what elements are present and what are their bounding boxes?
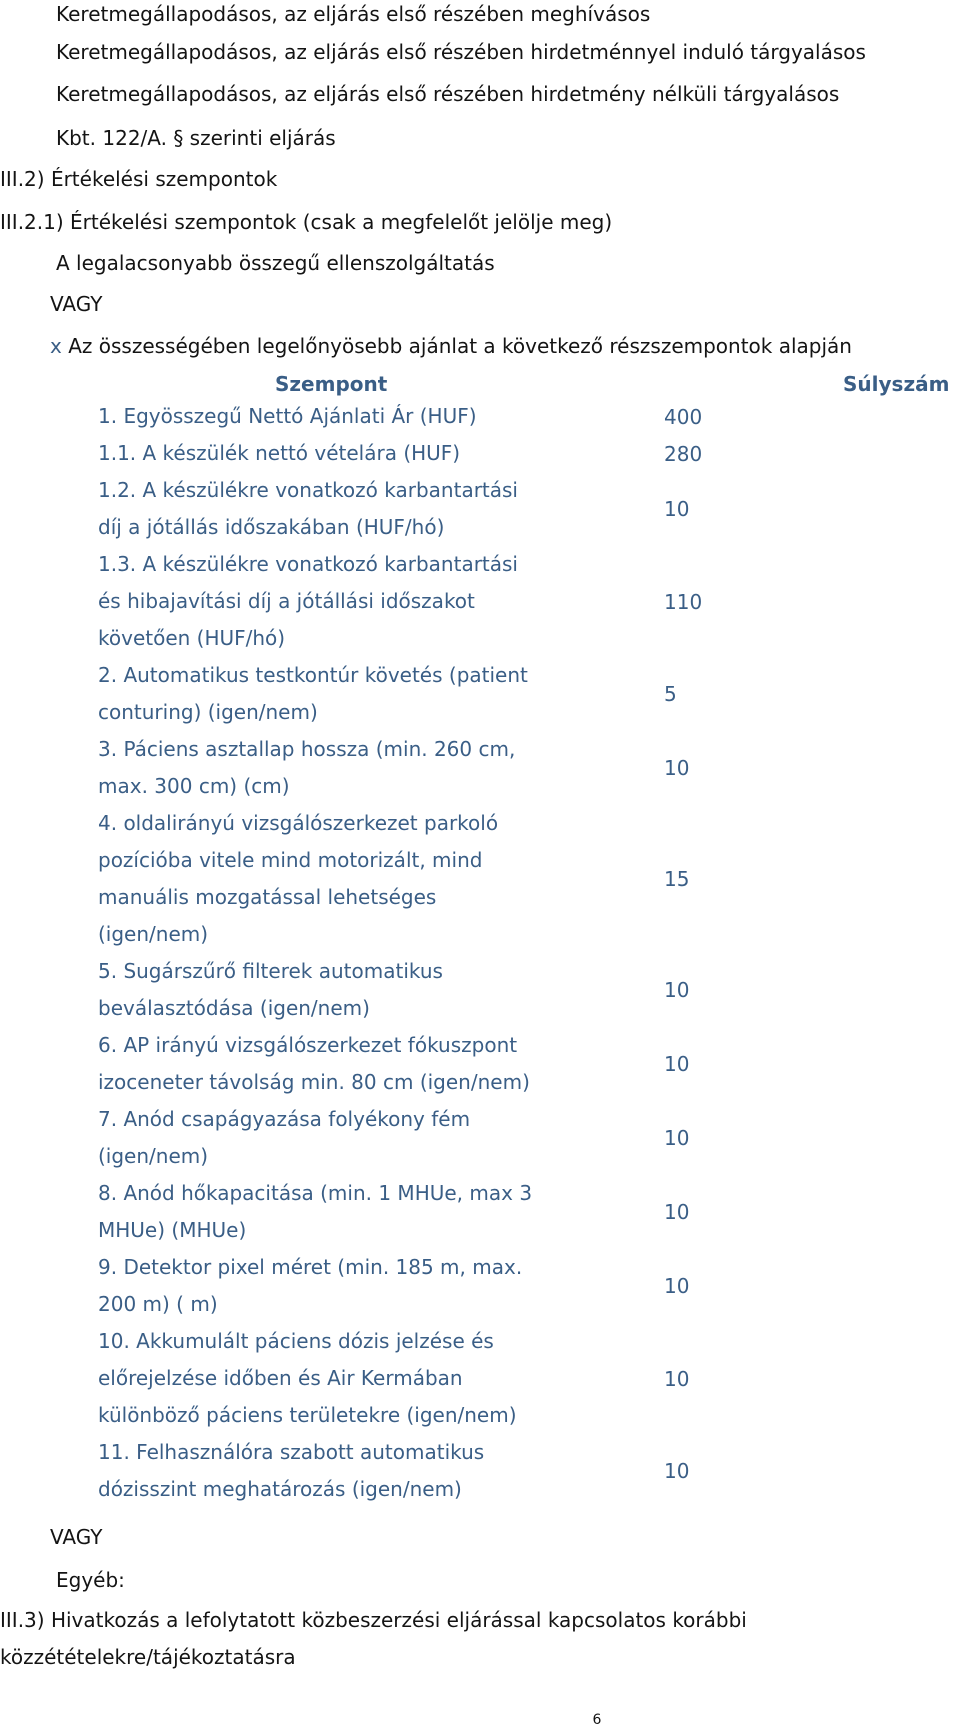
criterion-weight: 10 xyxy=(664,1366,690,1391)
criterion-line: 9. Detektor pixel méret (min. 185 m, max. xyxy=(98,1255,523,1279)
criterion-line: 1.3. A készülékre vonatkozó karbantartási xyxy=(98,552,518,576)
option-lowest-price: A legalacsonyabb összegű ellenszolgáltatás xyxy=(56,251,495,275)
weight-header: Súlyszám xyxy=(843,372,950,396)
criterion-weight: 10 xyxy=(664,1200,690,1224)
section-iii3-heading: III.3) Hivatkozás a lefolytatott közbeszerzési eljárással kapcsolatos korábbi xyxy=(0,1608,747,1632)
criterion-line: különböző páciens területekre (igen/nem) xyxy=(98,1403,517,1427)
criterion-line: conturing) (igen/nem) xyxy=(98,700,318,724)
criterion-weight: 5 xyxy=(664,682,677,706)
criterion-line: 1. Egyösszegű Nettó Ajánlati Ár (HUF) xyxy=(98,404,477,428)
procedure-type-2: Keretmegállapodásos, az eljárás első részében hirdetménnyel induló tárgyalásos xyxy=(56,40,866,64)
or-label-1: VAGY xyxy=(50,292,103,316)
section-iii21-heading: III.2.1) Értékelési szempontok (csak a megfelelőt jelölje meg) xyxy=(0,210,613,234)
criterion-line: 2. Automatikus testkontúr követés (patient xyxy=(98,663,528,687)
criterion-weight: 15 xyxy=(664,867,690,891)
option-best-value-label: Az összességében legelőnyösebb ajánlat a következő részszempontok alapján xyxy=(68,334,852,358)
criterion-line: dózisszint meghatározás (igen/nem) xyxy=(98,1477,462,1501)
criterion-weight: 110 xyxy=(664,589,703,614)
criterion-weight: 280 xyxy=(664,441,703,466)
criterion-line: 6. AP irányú vizsgálószerkezet fókuszpont xyxy=(98,1033,518,1057)
procedure-type-3: Keretmegállapodásos, az eljárás első részében hirdetmény nélküli tárgyalásos xyxy=(56,82,840,106)
section-iii2-heading: III.2) Értékelési szempontok xyxy=(0,167,278,191)
other-option: Egyéb: xyxy=(56,1568,125,1592)
criterion-line: izoceneter távolság min. 80 cm (igen/nem) xyxy=(98,1070,530,1094)
criterion-line: max. 300 cm) (cm) xyxy=(98,774,290,798)
criterion-line: 1.1. A készülék nettó vételára (HUF) xyxy=(98,441,461,465)
criterion-weight: 10 xyxy=(664,1052,690,1076)
criterion-weight: 10 xyxy=(664,1459,690,1483)
criterion-weight: 10 xyxy=(664,497,690,521)
criterion-line: 8. Anód hőkapacitása (min. 1 MHUe, max 3 xyxy=(98,1181,533,1205)
criterion-line: és hibajavítási díj a jótállási időszakot xyxy=(98,589,475,613)
criterion-line: MHUe) (MHUe) xyxy=(98,1218,247,1242)
criterion-weight: 10 xyxy=(664,1274,690,1298)
criterion-line: manuális mozgatással lehetséges xyxy=(98,885,437,909)
criterion-line: követően (HUF/hó) xyxy=(98,626,286,650)
criterion-weight: 10 xyxy=(664,978,690,1002)
section-iii3-heading-cont: közzétételekre/tájékoztatásra xyxy=(0,1645,296,1669)
criterion-line: 4. oldalirányú vizsgálószerkezet parkoló xyxy=(98,811,499,835)
page-number: 6 xyxy=(592,1712,602,1728)
criterion-line: 1.2. A készülékre vonatkozó karbantartási xyxy=(98,478,518,502)
criterion-line: 3. Páciens asztallap hossza (min. 260 cm, xyxy=(98,737,516,761)
criterion-line: beválasztódása (igen/nem) xyxy=(98,996,370,1020)
criterion-line: 11. Felhasználóra szabott automatikus xyxy=(98,1440,485,1464)
or-label-2: VAGY xyxy=(50,1525,103,1549)
criterion-line: 7. Anód csapágyazása folyékony fém xyxy=(98,1107,471,1131)
criterion-line: (igen/nem) xyxy=(98,1144,209,1168)
criterion-line: 5. Sugárszűrő filterek automatikus xyxy=(98,959,443,983)
criterion-weight: 400 xyxy=(664,404,703,429)
criterion-weight: 10 xyxy=(664,1126,690,1150)
procedure-type-4: Kbt. 122/A. § szerinti eljárás xyxy=(56,126,336,150)
criterion-line: 10. Akkumulált páciens dózis jelzése és xyxy=(98,1329,494,1353)
selected-mark: x xyxy=(50,334,62,358)
criterion-line: előrejelzése időben és Air Kermában xyxy=(98,1366,463,1390)
criterion-line: (igen/nem) xyxy=(98,922,209,946)
criterion-line: pozícióba vitele mind motorizált, mind xyxy=(98,848,483,872)
criterion-line: 200 m) ( m) xyxy=(98,1292,218,1316)
criterion-line: díj a jótállás időszakában (HUF/hó) xyxy=(98,515,445,539)
procedure-type-1: Keretmegállapodásos, az eljárás első részében meghívásos xyxy=(56,2,651,26)
option-best-value xyxy=(50,333,852,359)
criterion-weight: 10 xyxy=(664,756,690,780)
criteria-header: Szempont xyxy=(275,372,388,396)
